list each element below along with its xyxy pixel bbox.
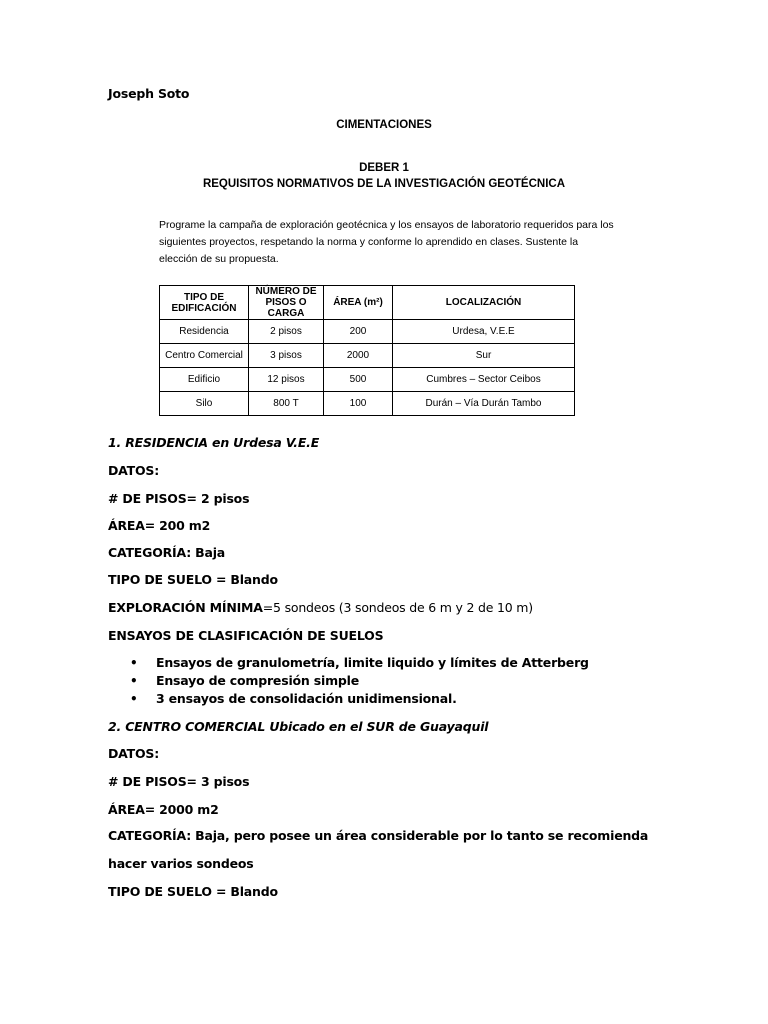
table-row — [160, 392, 575, 416]
bullet-icon: • — [130, 692, 138, 706]
table-header-row — [160, 286, 575, 320]
list-item-text: 3 ensayos de consolidación unidimensional. — [156, 691, 457, 706]
assignment-title: DEBER 1 — [359, 162, 409, 174]
table-row — [160, 320, 575, 344]
table-cell: 100 — [324, 392, 393, 416]
table-cell: 3 pisos — [249, 344, 324, 368]
section1-ensayos-title: ENSAYOS DE CLASIFICACIÓN DE SUELOS — [108, 628, 384, 643]
author-name: Joseph Soto — [108, 86, 190, 101]
section1-datos: DATOS: — [108, 463, 160, 478]
section2-categoria-line1: CATEGORÍA: Baja, pero posee un área considerable por lo tanto se recomienda — [108, 828, 649, 843]
list-item — [108, 655, 589, 673]
section1-suelo: TIPO DE SUELO = Blando — [108, 572, 278, 587]
table-cell: Residencia — [160, 320, 249, 344]
section2-title: 2. CENTRO COMERCIAL Ubicado en el SUR de Guayaquil — [108, 719, 489, 734]
section1-exploracion — [108, 600, 533, 615]
table-cell: Urdesa, V.E.E — [393, 320, 575, 344]
table-cell: 200 — [324, 320, 393, 344]
section1-pisos: # DE PISOS= 2 pisos — [108, 491, 250, 506]
table-cell: Silo — [160, 392, 249, 416]
section2-area: ÁREA= 2000 m2 — [108, 802, 219, 817]
section1-area: ÁREA= 200 m2 — [108, 518, 211, 533]
table-cell: Cumbres – Sector Ceibos — [393, 368, 575, 392]
ensayos-list — [108, 655, 589, 709]
intro-paragraph: Programe la campaña de exploración geotécnica y los ensayos de laboratorio requeridos para los siguientes proyectos, respetando la norma y conforme lo aprendido en clases. Sustente la elección de su propuesta. — [159, 219, 614, 265]
section2-pisos: # DE PISOS= 3 pisos — [108, 774, 250, 789]
column-header: ÁREA (m²) — [324, 286, 393, 320]
list-item-text: Ensayo de compresión simple — [156, 673, 360, 688]
table-cell: 12 pisos — [249, 368, 324, 392]
list-item-text: Ensayos de granulometría, limite liquido y límites de Atterberg — [156, 655, 589, 670]
column-header: NÚMERO DE PISOS O CARGA — [249, 286, 324, 320]
column-header: TIPO DE EDIFICACIÓN — [160, 286, 249, 320]
bullet-icon: • — [130, 656, 138, 670]
table-cell: Durán – Vía Durán Tambo — [393, 392, 575, 416]
requirements-table — [159, 285, 575, 416]
exploracion-label: EXPLORACIÓN MÍNIMA — [108, 600, 263, 615]
assignment-subtitle: REQUISITOS NORMATIVOS DE LA INVESTIGACIÓN GEOTÉCNICA — [202, 178, 566, 190]
exploracion-value: =5 sondeos (3 sondeos de 6 m y 2 de 10 m) — [262, 600, 533, 615]
table-row — [160, 344, 575, 368]
section1-categoria: CATEGORÍA: Baja — [108, 545, 226, 560]
section1-title: 1. RESIDENCIA en Urdesa V.E.E — [108, 435, 320, 450]
section2-suelo: TIPO DE SUELO = Blando — [108, 884, 278, 899]
course-title: CIMENTACIONES — [336, 119, 432, 131]
table-cell: 500 — [324, 368, 393, 392]
column-header: LOCALIZACIÓN — [393, 286, 575, 320]
list-item — [108, 691, 589, 709]
table-cell: Edificio — [160, 368, 249, 392]
list-item — [108, 673, 589, 691]
section2-datos: DATOS: — [108, 746, 160, 761]
table-cell: 800 T — [249, 392, 324, 416]
table-cell: 2000 — [324, 344, 393, 368]
section2-categoria-line2: hacer varios sondeos — [108, 856, 254, 871]
table-cell: 2 pisos — [249, 320, 324, 344]
table-row — [160, 368, 575, 392]
bullet-icon: • — [130, 674, 138, 688]
table-cell: Centro Comercial — [160, 344, 249, 368]
table-cell: Sur — [393, 344, 575, 368]
